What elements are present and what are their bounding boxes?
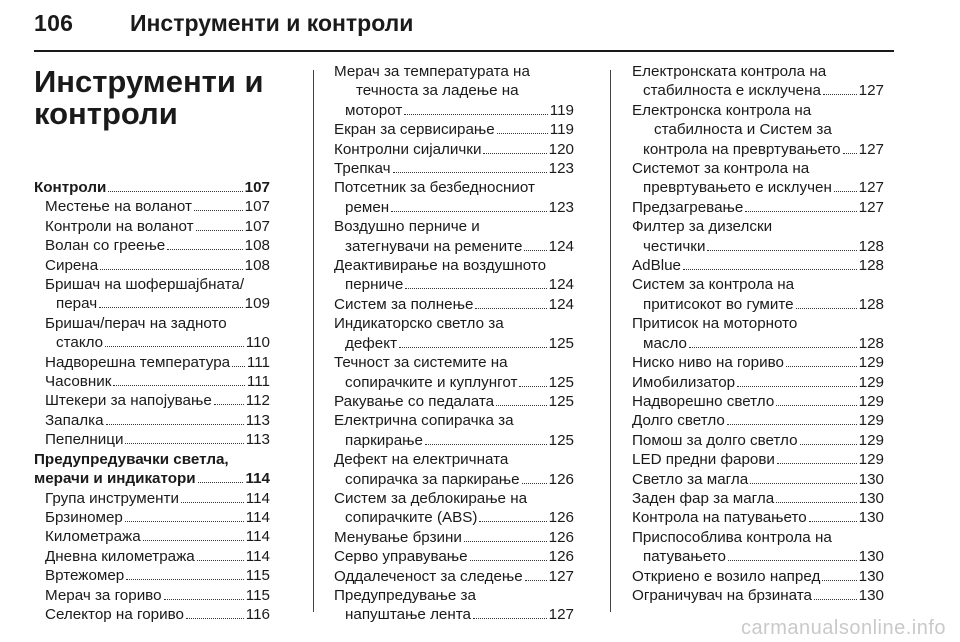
toc-entry-first-line: Предупредување за bbox=[334, 586, 476, 604]
dot-leader bbox=[823, 94, 857, 95]
dot-leader bbox=[834, 191, 857, 192]
toc-entry[interactable] bbox=[34, 197, 270, 216]
toc-page-number: 108 bbox=[244, 237, 270, 255]
toc-entry-text: Светло за магла bbox=[632, 470, 749, 488]
toc-entry-first-line: Приспособлива контрола на bbox=[632, 528, 832, 546]
toc-page-number: 125 bbox=[548, 431, 574, 449]
toc-entry-first-line: Предупредувачки светла, bbox=[34, 450, 229, 468]
dot-leader bbox=[822, 580, 856, 581]
toc-entry-text: честички bbox=[643, 237, 706, 255]
dot-leader bbox=[197, 560, 244, 561]
dot-leader bbox=[737, 386, 857, 387]
toc-entry[interactable] bbox=[34, 489, 270, 508]
dot-leader bbox=[405, 288, 546, 289]
toc-entry-text: Запалка bbox=[45, 411, 104, 429]
toc-entry-text: Брзиномер bbox=[45, 508, 123, 526]
toc-entry-text: Местење на воланот bbox=[45, 198, 192, 216]
dot-leader bbox=[776, 405, 856, 406]
toc-entry[interactable] bbox=[632, 567, 884, 586]
toc-entry-text: мерачи и индикатори bbox=[34, 470, 196, 488]
toc-entry-text: Предзагревање bbox=[632, 198, 744, 216]
toc-entry-text: сопирачките (ABS) bbox=[345, 509, 478, 527]
column-divider-1 bbox=[313, 70, 314, 612]
toc-entry[interactable] bbox=[34, 411, 270, 430]
toc-entry[interactable] bbox=[334, 489, 574, 528]
toc-entry[interactable] bbox=[334, 411, 574, 450]
toc-entry-first-line: Бришач на шофершајбната/ bbox=[45, 276, 245, 294]
toc-entry[interactable] bbox=[334, 256, 574, 295]
dot-leader bbox=[196, 230, 243, 231]
toc-page-number: 125 bbox=[548, 373, 574, 391]
toc-entry[interactable] bbox=[632, 62, 884, 101]
toc-entry-text: сопирачка за паркирање bbox=[345, 470, 520, 488]
toc-page-number: 115 bbox=[245, 567, 270, 585]
toc-entry[interactable] bbox=[34, 391, 270, 410]
toc-page-number: 119 bbox=[549, 101, 574, 119]
toc-column-2 bbox=[334, 62, 574, 625]
toc-entry-text: AdBlue bbox=[632, 257, 681, 275]
toc-page-number: 130 bbox=[858, 509, 884, 527]
toc-entry-first-line: Индикаторско светло за bbox=[334, 315, 504, 333]
toc-entry-text: Контроли на воланот bbox=[45, 217, 194, 235]
toc-entry-text: дефект bbox=[345, 334, 398, 352]
dot-leader bbox=[683, 269, 857, 270]
toc-entry-text: стакло bbox=[56, 334, 104, 352]
toc-entry[interactable] bbox=[632, 411, 884, 430]
toc-column-3 bbox=[632, 62, 884, 605]
toc-entry-text: напуштање лента bbox=[345, 606, 472, 624]
toc-page-number: 108 bbox=[244, 256, 270, 274]
toc-entry-first-line: Дефект на електричната bbox=[334, 451, 509, 469]
dot-leader bbox=[707, 250, 856, 251]
dot-leader bbox=[522, 483, 547, 484]
toc-page-number: 127 bbox=[548, 606, 574, 624]
toc-entry[interactable] bbox=[334, 178, 574, 217]
toc-entry-text: Селектор на гориво bbox=[45, 605, 184, 623]
toc-page-number: 114 bbox=[245, 489, 270, 507]
toc-entry-text: стабилноста е исклучена bbox=[643, 82, 821, 100]
header-title: Инструменти и контроли bbox=[130, 10, 414, 36]
toc-entry[interactable] bbox=[334, 547, 574, 566]
toc-page-number: 115 bbox=[245, 586, 270, 604]
toc-entry-text: Дневна километража bbox=[45, 547, 195, 565]
toc-entry-first-line: Течност за системите на bbox=[334, 354, 508, 372]
toc-entry[interactable] bbox=[632, 508, 884, 527]
toc-page-number: 125 bbox=[548, 334, 574, 352]
toc-entry-first-line: Воздушно перниче и bbox=[334, 218, 480, 236]
dot-leader bbox=[496, 405, 547, 406]
toc-entry-text: сопирачките и куплунгот bbox=[345, 373, 518, 391]
toc-page-number: 129 bbox=[858, 373, 884, 391]
toc-entry[interactable] bbox=[34, 450, 270, 489]
toc-entry-text: Серво управување bbox=[334, 548, 468, 566]
toc-page-number: 111 bbox=[246, 353, 270, 371]
toc-page-number: 125 bbox=[548, 392, 574, 410]
toc-entry[interactable] bbox=[34, 353, 270, 372]
page-header bbox=[34, 0, 894, 52]
toc-entry-first-line: Систем за деблокирање на bbox=[334, 489, 528, 507]
toc-entry-text: моторот bbox=[345, 101, 403, 119]
toc-entry[interactable] bbox=[334, 159, 574, 178]
toc-page-number: 127 bbox=[858, 198, 884, 216]
toc-entry[interactable] bbox=[632, 586, 884, 605]
toc-page-number: 124 bbox=[548, 237, 574, 255]
toc-page-number: 129 bbox=[858, 412, 884, 430]
toc-entry-first-line: Бришач/перач на задното bbox=[45, 314, 227, 332]
toc-entry[interactable] bbox=[334, 62, 574, 120]
dot-leader bbox=[519, 386, 546, 387]
dot-leader bbox=[800, 444, 857, 445]
toc-entry-text: Надворешна температура bbox=[45, 353, 231, 371]
toc-entry-text: патувањето bbox=[643, 548, 726, 566]
toc-entry-text: Откриено е возило напред bbox=[632, 567, 821, 585]
toc-entry[interactable] bbox=[632, 353, 884, 372]
toc-entry[interactable] bbox=[34, 256, 270, 275]
toc-entry-first-line: Систем за контрола на bbox=[632, 276, 795, 294]
toc-page-number: 129 bbox=[858, 354, 884, 372]
toc-entry-text: Ограничувач на брзината bbox=[632, 586, 812, 604]
toc-entry[interactable] bbox=[632, 373, 884, 392]
toc-entry-text: Заден фар за магла bbox=[632, 489, 775, 507]
toc-page-number: 119 bbox=[549, 121, 574, 139]
toc-page-number: 126 bbox=[548, 509, 574, 527]
toc-entry-text: масло bbox=[643, 334, 687, 352]
toc-entry-text: Екран за сервисирање bbox=[334, 121, 495, 139]
toc-page-number: 130 bbox=[858, 567, 884, 585]
toc-entry-text: Долго светло bbox=[632, 412, 725, 430]
toc-page-number: 113 bbox=[245, 411, 270, 429]
toc-entry-first-line: Притисок на моторното bbox=[632, 315, 798, 333]
toc-page-number: 129 bbox=[858, 451, 884, 469]
toc-page-number: 126 bbox=[548, 548, 574, 566]
dot-leader bbox=[105, 346, 244, 347]
toc-page-number: 107 bbox=[244, 198, 270, 216]
toc-page-number: 127 bbox=[858, 82, 884, 100]
toc-entry[interactable] bbox=[632, 528, 884, 567]
toc-page-number: 127 bbox=[858, 140, 884, 158]
dot-leader bbox=[473, 618, 547, 619]
toc-page-number: 124 bbox=[548, 295, 574, 313]
toc-page-number: 114 bbox=[245, 508, 270, 526]
toc-page-number: 110 bbox=[245, 334, 270, 352]
toc-entry-text: Штекери за напојување bbox=[45, 392, 212, 410]
toc-entry[interactable] bbox=[334, 567, 574, 586]
toc-entry-text: Пепелници bbox=[45, 431, 124, 449]
toc-page-number: 130 bbox=[858, 489, 884, 507]
dot-leader bbox=[186, 618, 244, 619]
toc-entry-text: Оддалеченост за следење bbox=[334, 567, 523, 585]
toc-page-number: 116 bbox=[245, 605, 270, 623]
toc-entry-text: Километража bbox=[45, 528, 141, 546]
toc-entry-text: Мерач за гориво bbox=[45, 586, 162, 604]
toc-page-number: 127 bbox=[858, 179, 884, 197]
toc-entry-first-line: Електронската контрола на bbox=[632, 63, 827, 80]
toc-entry[interactable] bbox=[34, 314, 270, 353]
toc-entry[interactable] bbox=[632, 470, 884, 489]
dot-leader bbox=[143, 540, 244, 541]
toc-entry-text: Сирена bbox=[45, 256, 99, 274]
toc-entry[interactable] bbox=[632, 159, 884, 198]
header-rule bbox=[34, 50, 894, 52]
toc-entry[interactable] bbox=[632, 489, 884, 508]
main-title-line: контроли bbox=[34, 96, 178, 131]
toc-entry-first-line: Потсетник за безбедносниот bbox=[334, 179, 535, 197]
toc-entry-text: LED предни фарови bbox=[632, 451, 775, 469]
dot-leader bbox=[464, 541, 547, 542]
toc-entry-first-line: Деактивирање на воздушното bbox=[334, 257, 547, 275]
toc-entry-text: Часовник bbox=[45, 373, 112, 391]
toc-entry-text: Трепкач bbox=[334, 160, 391, 178]
toc-entry[interactable] bbox=[334, 140, 574, 159]
toc-entry[interactable] bbox=[334, 450, 574, 489]
toc-entry[interactable] bbox=[34, 586, 270, 605]
toc-page-number: 111 bbox=[246, 373, 270, 391]
toc-entry-first-line: Електронска контрола на bbox=[632, 101, 812, 119]
dot-leader bbox=[524, 250, 546, 251]
toc-entry-text: Вртежомер bbox=[45, 567, 125, 585]
toc-entry-text: превртувањето е исклучен bbox=[643, 179, 832, 197]
dot-leader bbox=[404, 114, 547, 115]
toc-entry-text: ремен bbox=[345, 198, 390, 216]
toc-entry-text: паркирање bbox=[345, 431, 423, 449]
dot-leader bbox=[232, 366, 245, 367]
dot-leader bbox=[181, 502, 244, 503]
toc-entry-text: Помош за долго светло bbox=[632, 431, 798, 449]
dot-leader bbox=[689, 347, 857, 348]
toc-entry-first-line: Филтер за дизелски bbox=[632, 218, 773, 236]
toc-page-number: 126 bbox=[548, 470, 574, 488]
toc-entry-text: перач bbox=[56, 295, 98, 313]
dot-leader bbox=[796, 308, 857, 309]
toc-page-number: 114 bbox=[245, 470, 270, 488]
toc-entry[interactable] bbox=[334, 314, 574, 353]
toc-entry[interactable] bbox=[34, 372, 270, 391]
toc-page-number: 128 bbox=[858, 334, 884, 352]
toc-entry-text: Контроли bbox=[34, 179, 107, 196]
toc-column-1 bbox=[34, 62, 270, 624]
dot-leader bbox=[777, 463, 857, 464]
dot-leader bbox=[483, 153, 546, 154]
dot-leader bbox=[391, 211, 546, 212]
dot-leader bbox=[164, 599, 244, 600]
toc-entry-text: Волан со греење bbox=[45, 237, 166, 255]
dot-leader bbox=[198, 482, 244, 483]
dot-leader bbox=[399, 347, 547, 348]
toc-entry[interactable] bbox=[632, 198, 884, 217]
toc-entry-text: Надворешно светло bbox=[632, 392, 775, 410]
dot-leader bbox=[393, 172, 547, 173]
toc-entry[interactable] bbox=[34, 430, 270, 449]
dot-leader bbox=[125, 521, 244, 522]
toc-entry[interactable] bbox=[34, 527, 270, 546]
dot-leader bbox=[727, 424, 857, 425]
toc-entry[interactable] bbox=[632, 431, 884, 450]
toc-list bbox=[632, 62, 884, 605]
toc-entry-text: Контролни сијалички bbox=[334, 140, 482, 158]
toc-entry[interactable] bbox=[632, 101, 884, 159]
toc-entry[interactable] bbox=[632, 392, 884, 411]
toc-entry-text: Група инструменти bbox=[45, 489, 179, 507]
toc-entry-text: перниче bbox=[345, 276, 404, 294]
dot-leader bbox=[497, 133, 548, 134]
toc-page-number: 114 bbox=[245, 547, 270, 565]
toc-page-number: 128 bbox=[858, 257, 884, 275]
toc-entry[interactable] bbox=[334, 295, 574, 314]
dot-leader bbox=[214, 404, 244, 405]
toc-entry-text: Ниско ниво на гориво bbox=[632, 354, 784, 372]
toc-entry[interactable] bbox=[34, 547, 270, 566]
toc-page-number: 123 bbox=[548, 198, 574, 216]
toc-entry-text: Менување брзини bbox=[334, 528, 462, 546]
main-title bbox=[34, 66, 270, 130]
toc-entry[interactable] bbox=[334, 120, 574, 139]
dot-leader bbox=[99, 307, 243, 308]
toc-entry-text: Имобилизатор bbox=[632, 373, 736, 391]
dot-leader bbox=[745, 211, 856, 212]
toc-entry[interactable] bbox=[34, 236, 270, 255]
toc-entry-mid-line: течноста за ладење на bbox=[356, 82, 519, 100]
dot-leader bbox=[525, 580, 547, 581]
toc-page-number: 130 bbox=[858, 548, 884, 566]
dot-leader bbox=[113, 385, 245, 386]
toc-list bbox=[334, 62, 574, 625]
toc-entry[interactable] bbox=[34, 605, 270, 624]
page-number: 106 bbox=[34, 10, 74, 36]
toc-entry-text: Систем за полнење bbox=[334, 295, 474, 313]
toc-entry-text: притисокот во гумите bbox=[643, 295, 794, 313]
toc-page-number: 129 bbox=[858, 392, 884, 410]
toc-page-number: 128 bbox=[858, 295, 884, 313]
column-divider-2 bbox=[610, 70, 611, 612]
toc-list bbox=[34, 178, 270, 624]
toc-entry[interactable] bbox=[632, 256, 884, 275]
toc-page-number: 128 bbox=[858, 237, 884, 255]
dot-leader bbox=[776, 502, 856, 503]
toc-page-number: 114 bbox=[245, 528, 270, 546]
toc-page-number: 112 bbox=[245, 392, 270, 410]
toc-page-number: 127 bbox=[548, 567, 574, 585]
toc-entry[interactable] bbox=[632, 275, 884, 314]
toc-page-number: 107 bbox=[244, 179, 270, 196]
toc-page-number: 107 bbox=[244, 217, 270, 235]
toc-entry-first-line: Системот за контрола на bbox=[632, 160, 810, 178]
dot-leader bbox=[843, 153, 857, 154]
toc-entry[interactable] bbox=[34, 217, 270, 236]
toc-entry-first-line: Мерач за температурата на bbox=[334, 63, 530, 80]
toc-entry[interactable] bbox=[632, 450, 884, 469]
main-title-line: Инструменти и bbox=[34, 64, 264, 99]
dot-leader bbox=[475, 308, 546, 309]
dot-leader bbox=[728, 560, 857, 561]
toc-page-number: 129 bbox=[858, 431, 884, 449]
dot-leader bbox=[425, 444, 547, 445]
toc-entry[interactable] bbox=[334, 528, 574, 547]
toc-page-number: 109 bbox=[244, 295, 270, 313]
dot-leader bbox=[750, 483, 856, 484]
toc-entry-text: контрола на превртувањето bbox=[643, 140, 841, 158]
dot-leader bbox=[479, 521, 546, 522]
dot-leader bbox=[125, 443, 243, 444]
dot-leader bbox=[106, 424, 244, 425]
dot-leader bbox=[126, 579, 244, 580]
dot-leader bbox=[814, 599, 857, 600]
dot-leader bbox=[108, 191, 242, 192]
toc-page-number: 113 bbox=[245, 431, 270, 449]
toc-entry[interactable] bbox=[334, 353, 574, 392]
toc-entry-text: затегнувачи на ремените bbox=[345, 237, 523, 255]
watermark: carmanualsonline.info bbox=[740, 617, 946, 639]
toc-entry[interactable] bbox=[632, 217, 884, 256]
toc-entry-mid-line: стабилноста и Систем за bbox=[654, 121, 832, 139]
dot-leader bbox=[194, 210, 243, 211]
toc-entry[interactable] bbox=[632, 314, 884, 353]
toc-entry[interactable] bbox=[34, 275, 270, 314]
toc-entry-text: Ракување со педалата bbox=[334, 392, 495, 410]
dot-leader bbox=[470, 560, 547, 561]
toc-entry[interactable] bbox=[34, 508, 270, 527]
toc-entry[interactable] bbox=[34, 566, 270, 585]
toc-page-number: 124 bbox=[548, 276, 574, 294]
toc-entry[interactable] bbox=[334, 586, 574, 625]
toc-entry-first-line: Електрична сопирачка за bbox=[334, 412, 514, 430]
dot-leader bbox=[167, 249, 242, 250]
toc-page-number: 130 bbox=[858, 470, 884, 488]
toc-entry[interactable] bbox=[334, 217, 574, 256]
toc-entry[interactable] bbox=[334, 392, 574, 411]
toc-entry-text: Контрола на патувањето bbox=[632, 509, 807, 527]
toc-page-number: 120 bbox=[548, 140, 574, 158]
toc-page-number: 130 bbox=[858, 586, 884, 604]
dot-leader bbox=[100, 269, 242, 270]
dot-leader bbox=[786, 366, 857, 367]
toc-entry[interactable] bbox=[34, 178, 270, 197]
toc-page-number: 123 bbox=[548, 160, 574, 178]
dot-leader bbox=[809, 521, 857, 522]
toc-page-number: 126 bbox=[548, 528, 574, 546]
